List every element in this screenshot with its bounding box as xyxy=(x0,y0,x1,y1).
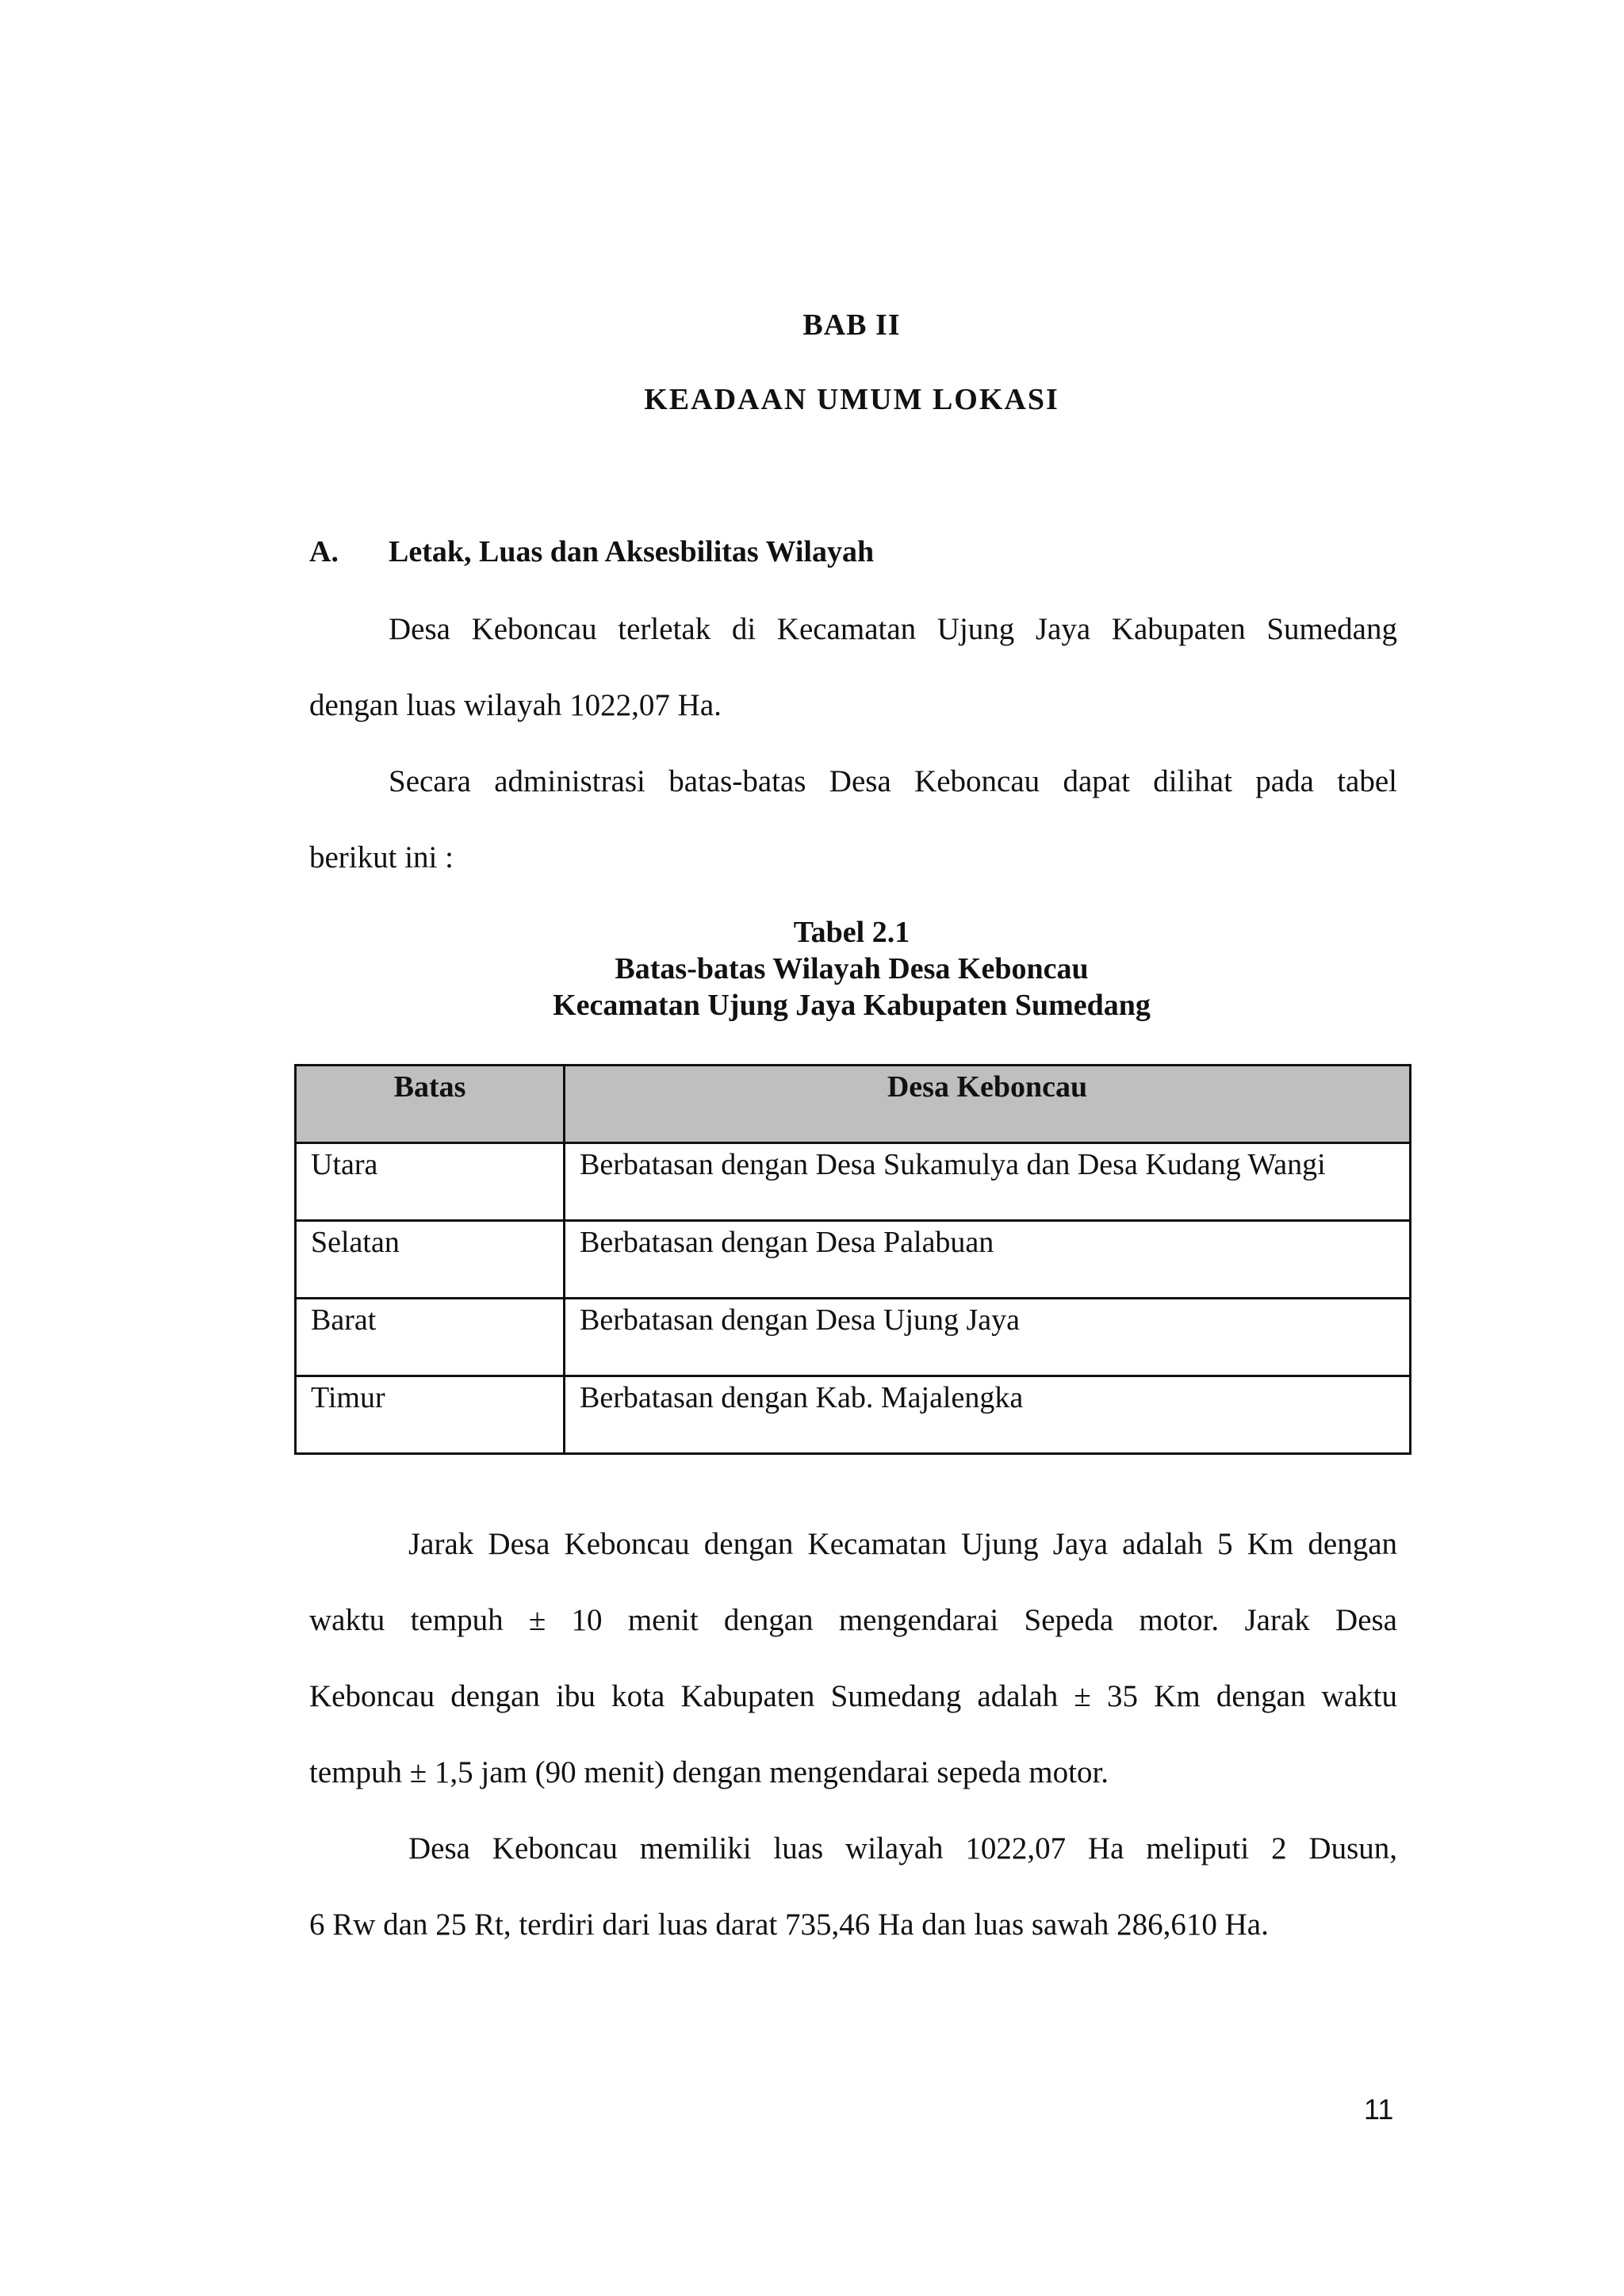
boundary-table xyxy=(294,1064,1411,1455)
column-header-batas: Batas xyxy=(296,1066,565,1143)
table-caption-subtitle: Kecamatan Ujung Jaya Kabupaten Sumedang xyxy=(553,989,1151,1022)
section-title: Letak, Luas dan Aksesbilitas Wilayah xyxy=(389,535,875,568)
table-cell: Selatan xyxy=(296,1221,565,1299)
paragraph-line: Desa Keboncau terletak di Kecamatan Ujung Jaya Kabupaten Sumedang xyxy=(389,612,1397,646)
table-cell: Berbatasan dengan Desa Palabuan xyxy=(565,1221,1411,1299)
paragraph-line: Keboncau dengan ibu kota Kabupaten Sumedang adalah ± 35 Km dengan waktu xyxy=(309,1679,1397,1713)
page-number: 11 xyxy=(1364,2093,1394,2126)
table-row xyxy=(296,1143,1411,1221)
paragraph-line: dengan luas wilayah 1022,07 Ha. xyxy=(309,688,722,722)
table-cell: Barat xyxy=(296,1299,565,1376)
paragraph-line: tempuh ± 1,5 jam (90 menit) dengan mengendarai sepeda motor. xyxy=(309,1755,1109,1789)
table-row xyxy=(296,1376,1411,1454)
table-row xyxy=(296,1221,1411,1299)
table-cell: Berbatasan dengan Desa Ujung Jaya xyxy=(565,1299,1411,1376)
table-caption-title: Batas-batas Wilayah Desa Keboncau xyxy=(615,952,1089,985)
section-letter: A. xyxy=(309,535,339,568)
paragraph-line: berikut ini : xyxy=(309,840,454,874)
paragraph-line: 6 Rw dan 25 Rt, terdiri dari luas darat 735,46 Ha dan luas sawah 286,610 Ha. xyxy=(309,1908,1269,1942)
table-cell: Utara xyxy=(296,1143,565,1221)
chapter-number: BAB II xyxy=(802,308,901,342)
paragraph-line: Desa Keboncau memiliki luas wilayah 1022,07 Ha meliputi 2 Dusun, xyxy=(408,1831,1397,1866)
table-cell: Berbatasan dengan Desa Sukamulya dan Desa Kudang Wangi xyxy=(565,1143,1411,1221)
paragraph-line: Jarak Desa Keboncau dengan Kecamatan Ujung Jaya adalah 5 Km dengan xyxy=(408,1527,1397,1561)
chapter-title: KEADAAN UMUM LOKASI xyxy=(644,383,1059,416)
table-cell: Berbatasan dengan Kab. Majalengka xyxy=(565,1376,1411,1454)
table-header-row xyxy=(296,1066,1411,1143)
table-row xyxy=(296,1299,1411,1376)
table-caption-number: Tabel 2.1 xyxy=(793,916,910,949)
column-header-desa: Desa Keboncau xyxy=(565,1066,1411,1143)
paragraph-line: Secara administrasi batas-batas Desa Keboncau dapat dilihat pada tabel xyxy=(389,764,1397,798)
table-cell: Timur xyxy=(296,1376,565,1454)
paragraph-line: waktu tempuh ± 10 menit dengan mengendarai Sepeda motor. Jarak Desa xyxy=(309,1603,1397,1637)
